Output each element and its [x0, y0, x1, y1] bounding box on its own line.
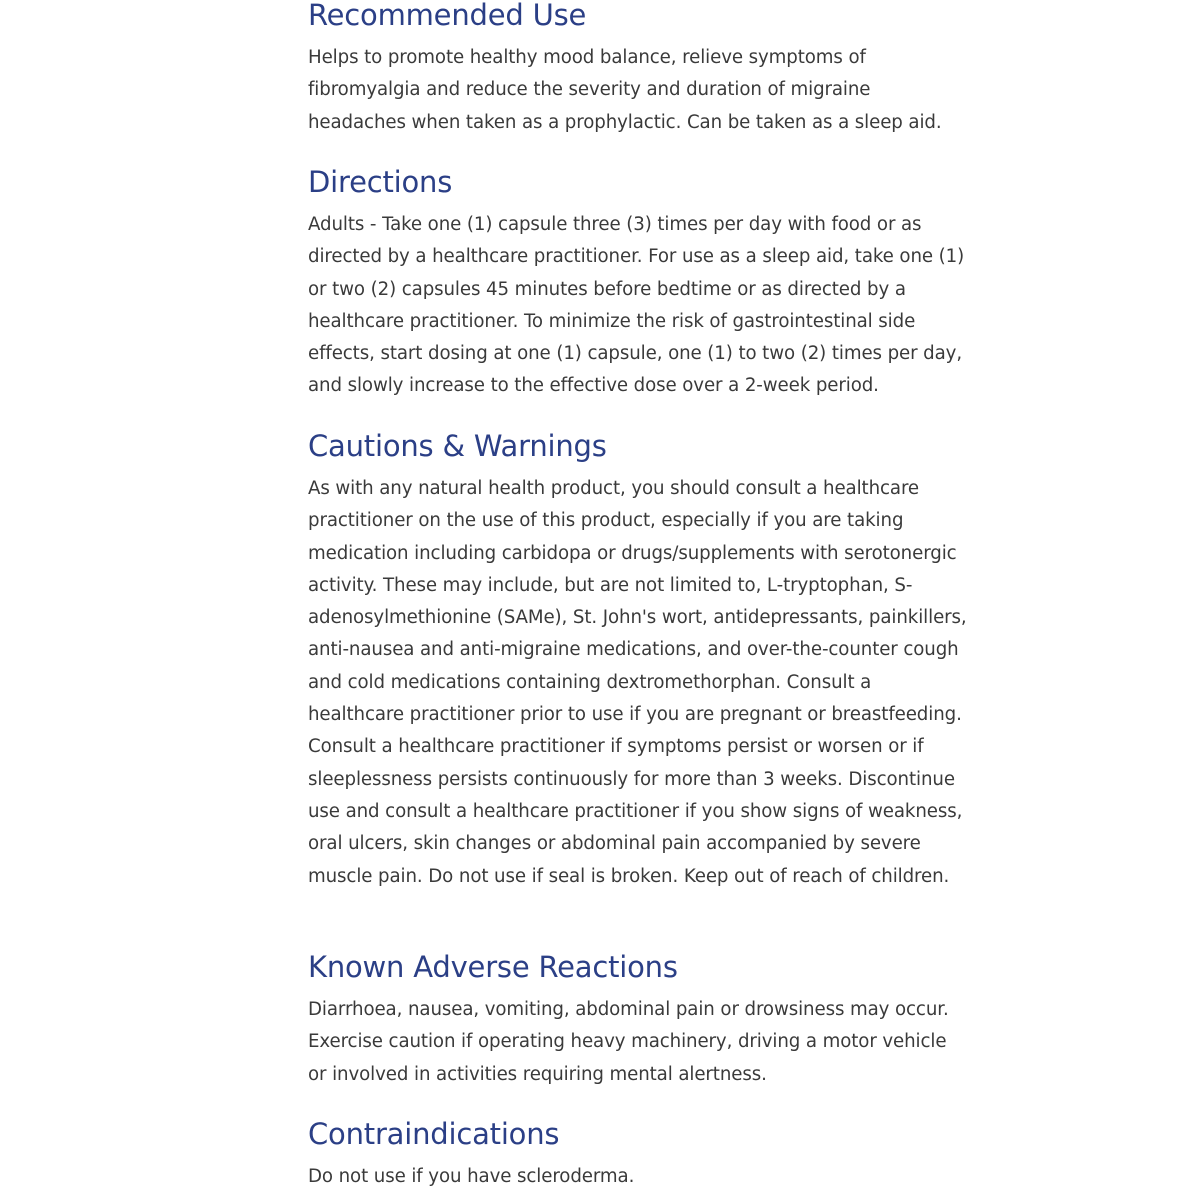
recommended-use-section: [308, 0, 968, 139]
cautions-warnings-heading: Cautions & Warnings: [308, 429, 607, 463]
contraindications-heading: Contraindications: [308, 1117, 560, 1151]
recommended-use-heading: Recommended Use: [308, 0, 587, 32]
directions-heading: Directions: [308, 165, 453, 199]
known-adverse-reactions-section: [308, 951, 968, 1091]
cautions-warnings-text: As with any natural health product, you should consult a healthcare practitioner on the use of this product, especially if you are taking medication including carbidopa or drugs/supplements with serotonergic activity. These may include, but are not limited to, L-tryptophan, S-adenosylmethionine (SAMe), St. John's wort, antidepressants, painkillers, anti-nausea and anti-migraine medications, and over-the-counter cough and cold medications containing dextromethorphan. Consult a healthcare practitioner prior to use if you are pregnant or breastfeeding. Consult a healthcare practitioner if symptoms persist or worsen or if sleeplessness persists continuously for more than 3 weeks. Discontinue use and consult a healthcare practitioner if you show signs of weakness, oral ulcers, skin changes or abdominal pain accompanied by severe muscle pain. Do not use if seal is broken. Keep out of reach of children.: [308, 478, 967, 887]
cautions-warnings-section: [308, 430, 968, 893]
recommended-use-text: Helps to promote healthy mood balance, relieve symptoms of fibromyalgia and reduce the severity and duration of migraine headaches when taken as a prophylactic. Can be taken as a sleep aid.: [308, 47, 942, 133]
contraindications-text: Do not use if you have scleroderma.: [308, 1166, 635, 1187]
known-adverse-reactions-heading: Known Adverse Reactions: [308, 950, 678, 984]
known-adverse-reactions-text: Diarrhoea, nausea, vomiting, abdominal pain or drowsiness may occur. Exercise caution if operating heavy machinery, driving a motor vehicle or involved in activities requiring mental alertness.: [308, 999, 949, 1085]
directions-text: Adults - Take one (1) capsule three (3) times per day with food or as directed by a healthcare practitioner. For use as a sleep aid, take one (1) or two (2) capsules 45 minutes before bedtime or as directed by a healthcare practitioner. To minimize the risk of gastrointestinal side effects, start dosing at one (1) capsule, one (1) to two (2) times per day, and slowly increase to the effective dose over a 2-week period.: [308, 214, 965, 397]
contraindications-section: [308, 1118, 634, 1193]
directions-section: [308, 166, 968, 403]
